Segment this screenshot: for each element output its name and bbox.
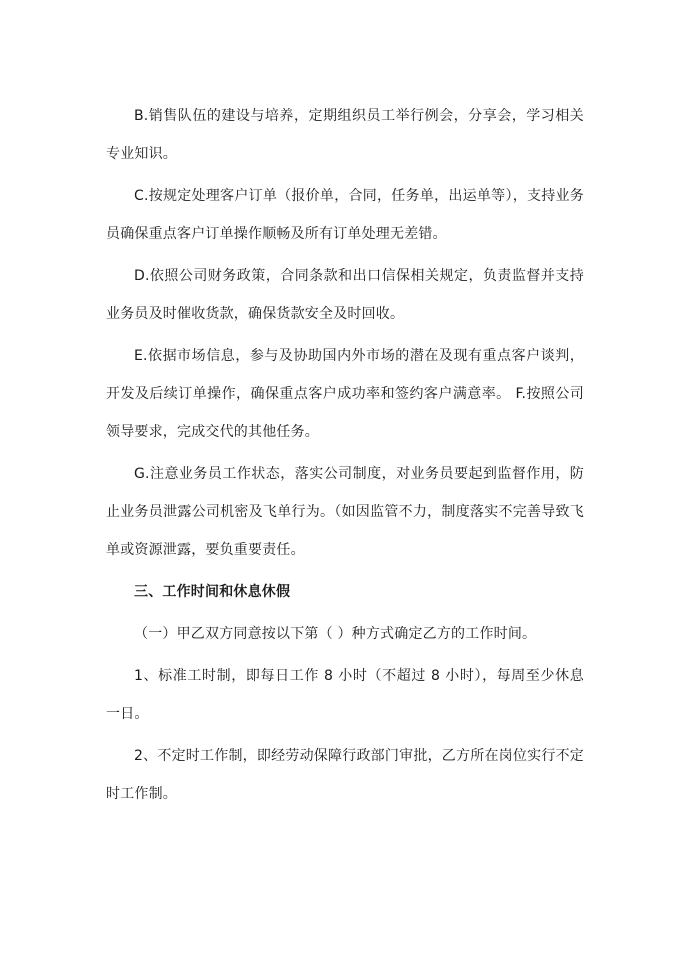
paragraph-g: G.注意业务员工作状态，落实公司制度，对业务员要起到监督作用，防止业务员泄露公司机密及飞单行为。（如因监管不力，制度落实不完善导致飞单或资源泄露，要负重要责任。 xyxy=(106,466,584,558)
document-body xyxy=(106,97,584,813)
work-time-item-1: 1、标准工时制，即每日工作 8 小时（不超过 8 小时），每周至少休息一日。 xyxy=(106,668,584,722)
section-heading: 三、工作时间和休息休假 xyxy=(134,584,291,600)
paragraph-b: B.销售队伍的建设与培养，定期组织员工举行例会，分享会，学习相关专业知识。 xyxy=(106,108,584,162)
work-time-item-2: 2、不定时工作制，即经劳动保障行政部门审批，乙方所在岗位实行不定时工作制。 xyxy=(106,748,584,802)
paragraph-d: D.依照公司财务政策，合同条款和出口信保相关规定，负责监督并支持业务员及时催收货款，确保货款安全及时回收。 xyxy=(106,268,584,322)
paragraph-c: C.按规定处理客户订单（报价单，合同，任务单，出运单等），支持业务员确保重点客户订单操作顺畅及所有订单处理无差错。 xyxy=(106,188,584,242)
work-time-intro: （一）甲乙双方同意按以下第（ ）种方式确定乙方的工作时间。 xyxy=(134,626,537,642)
paragraph-e-f: E.依据市场信息，参与及协助国内外市场的潜在及现有重点客户谈判，开发及后续订单操作，确保重点客户成功率和签约客户满意率。 F.按照公司领导要求，完成交代的其他任务。 xyxy=(106,348,584,440)
